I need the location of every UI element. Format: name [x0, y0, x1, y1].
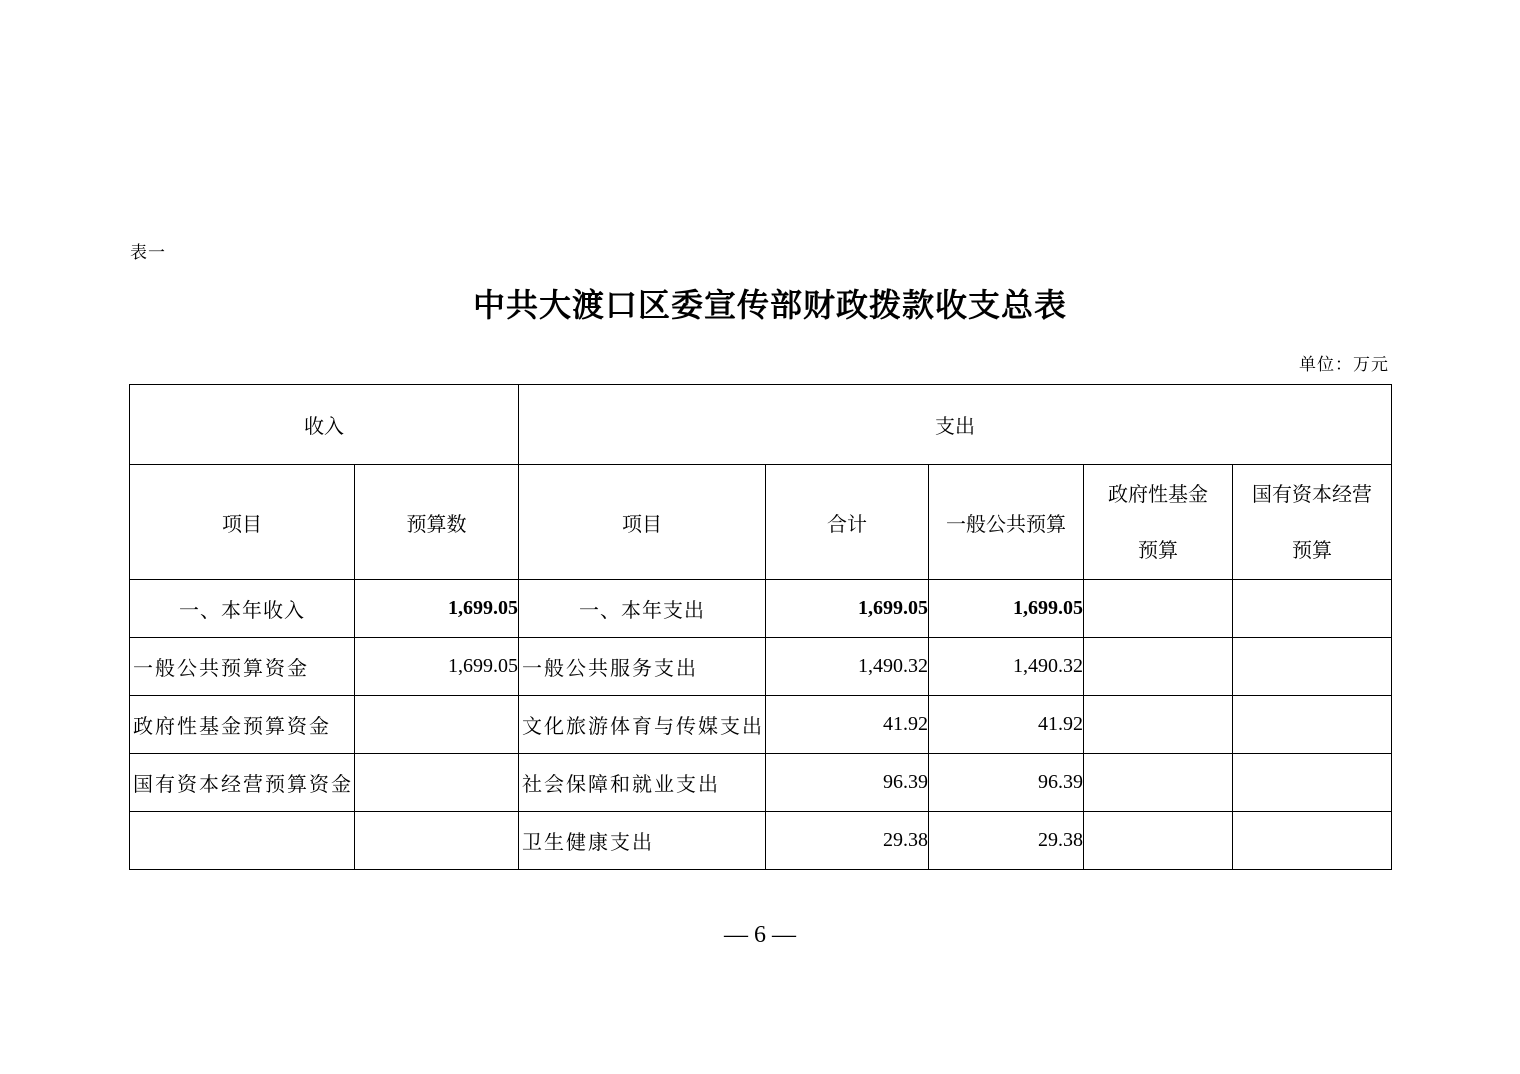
unit-label: 单位：万元 [1299, 355, 1389, 375]
income-budget-cell [355, 754, 519, 812]
expense-item-cell: 一、本年支出 [519, 580, 766, 638]
header-row-columns [130, 465, 1392, 580]
total-cell: 29.38 [766, 812, 929, 870]
income-budget-header: 预算数 [355, 465, 519, 580]
state-capital-cell [1233, 754, 1392, 812]
total-cell: 96.39 [766, 754, 929, 812]
gov-fund-cell [1084, 580, 1233, 638]
state-capital-cell [1233, 638, 1392, 696]
income-item-cell: 一般公共预算资金 [130, 638, 355, 696]
table-row [130, 754, 1392, 812]
expense-item-cell: 文化旅游体育与传媒支出 [519, 696, 766, 754]
general-budget-cell: 41.92 [929, 696, 1084, 754]
gov-fund-header [1084, 465, 1233, 580]
gov-fund-cell [1084, 812, 1233, 870]
gov-fund-cell [1084, 696, 1233, 754]
table-row [130, 638, 1392, 696]
gov-fund-header-line1: 政府性基金 [1108, 482, 1208, 506]
gov-fund-cell [1084, 638, 1233, 696]
header-row-group [130, 385, 1392, 465]
table-label: 表一 [130, 243, 166, 263]
income-header: 收入 [130, 385, 519, 465]
state-capital-header [1233, 465, 1392, 580]
expense-item-header: 项目 [519, 465, 766, 580]
state-capital-header-line1: 国有资本经营 [1252, 482, 1373, 506]
income-budget-cell [355, 812, 519, 870]
income-budget-cell [355, 696, 519, 754]
table-row [130, 696, 1392, 754]
general-budget-cell: 29.38 [929, 812, 1084, 870]
general-budget-header: 一般公共预算 [929, 465, 1084, 580]
income-item-cell: 政府性基金预算资金 [130, 696, 355, 754]
income-item-cell [130, 812, 355, 870]
income-budget-cell: 1,699.05 [355, 638, 519, 696]
general-budget-cell: 1,490.32 [929, 638, 1084, 696]
general-budget-cell: 96.39 [929, 754, 1084, 812]
income-item-cell: 国有资本经营预算资金 [130, 754, 355, 812]
gov-fund-cell [1084, 754, 1233, 812]
table-row [130, 812, 1392, 870]
expense-item-cell: 卫生健康支出 [519, 812, 766, 870]
total-cell: 1,699.05 [766, 580, 929, 638]
income-item-cell: 一、本年收入 [130, 580, 355, 638]
table-row [130, 580, 1392, 638]
gov-fund-header-line2: 预算 [1138, 538, 1178, 562]
expense-item-cell: 社会保障和就业支出 [519, 754, 766, 812]
page-title: 中共大渡口区委宣传部财政拨款收支总表 [472, 286, 1067, 324]
income-item-header: 项目 [130, 465, 355, 580]
expense-item-cell: 一般公共服务支出 [519, 638, 766, 696]
budget-summary-table [129, 384, 1392, 870]
state-capital-cell [1233, 812, 1392, 870]
expense-header: 支出 [519, 385, 1392, 465]
total-cell: 41.92 [766, 696, 929, 754]
total-cell: 1,490.32 [766, 638, 929, 696]
state-capital-header-line2: 预算 [1292, 538, 1333, 562]
page-number: — 6 — [724, 922, 796, 948]
general-budget-cell: 1,699.05 [929, 580, 1084, 638]
total-header: 合计 [766, 465, 929, 580]
state-capital-cell [1233, 696, 1392, 754]
income-budget-cell: 1,699.05 [355, 580, 519, 638]
state-capital-cell [1233, 580, 1392, 638]
